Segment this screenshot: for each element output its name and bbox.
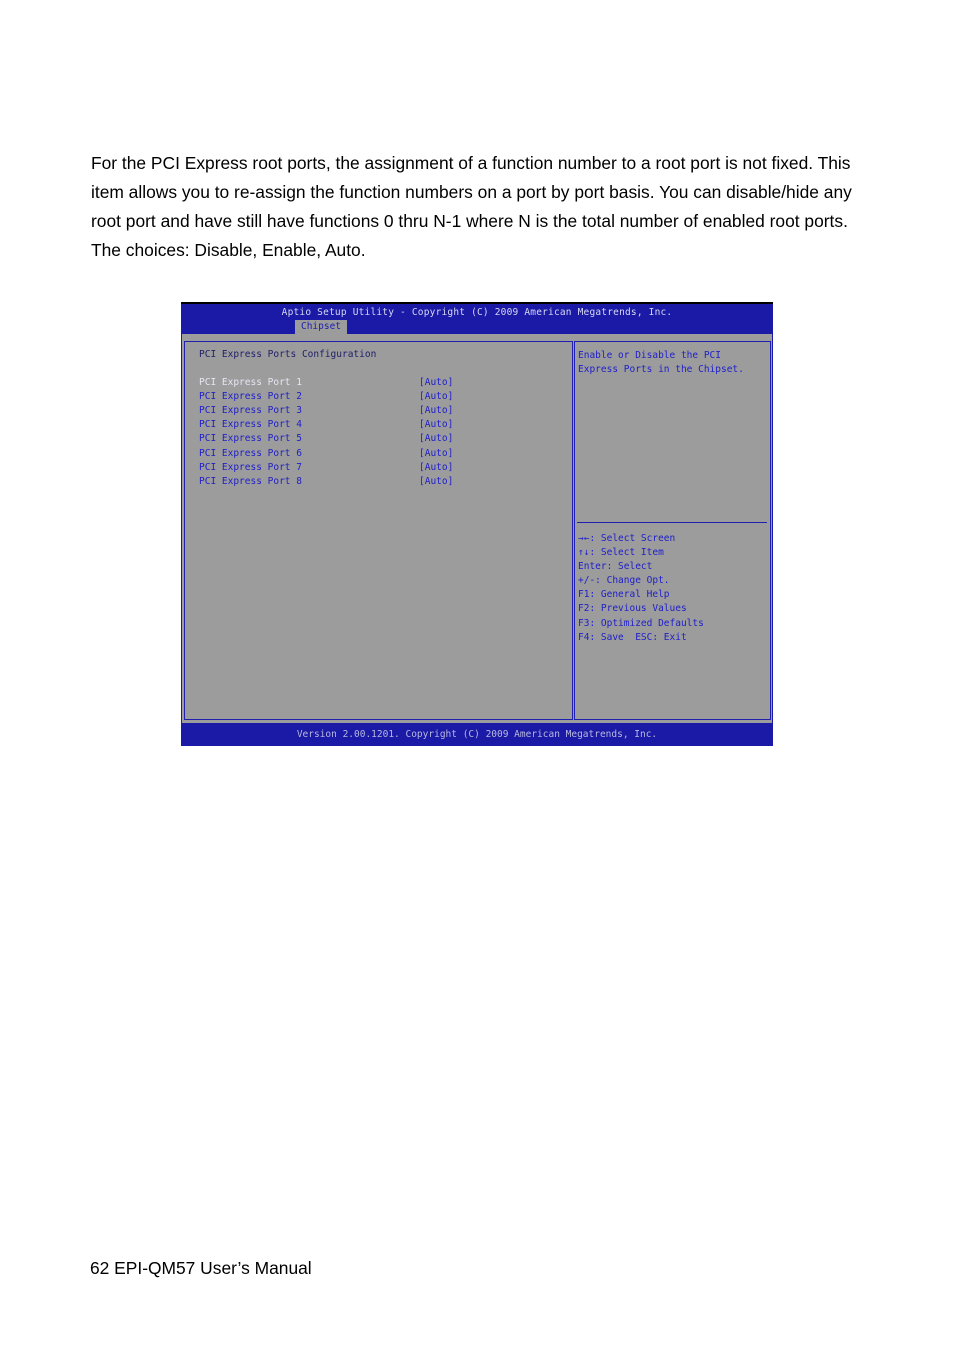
key-optimized-defaults: F3: Optimized Defaults <box>578 617 704 629</box>
key-select-item: ↑↓: Select Item <box>578 547 664 559</box>
help-frame <box>574 341 771 720</box>
port-value[interactable]: [Auto] <box>419 405 454 417</box>
port-value[interactable]: [Auto] <box>419 419 454 431</box>
page-footer: 62 EPI-QM57 User’s Manual <box>90 1258 312 1278</box>
port-value[interactable]: [Auto] <box>419 447 454 459</box>
port-label: PCI Express Port 6 <box>199 447 302 459</box>
pci-express-port-7-row[interactable] <box>199 462 459 476</box>
pci-express-port-4-row[interactable] <box>199 419 459 433</box>
top-border <box>181 302 773 304</box>
help-divider <box>577 522 767 523</box>
port-value[interactable]: [Auto] <box>419 461 454 473</box>
intro-paragraph: For the PCI Express root ports, the assignment of a function number to a root port is not fixed. This item allows you to re-assign the function numbers on a port by port basis. You can disable/hide any root port and have still have functions 0 thru N-1 where N is the total number of enabled root ports. <box>91 153 852 231</box>
port-label: PCI Express Port 3 <box>199 405 302 417</box>
bios-screenshot <box>181 302 773 746</box>
pci-express-port-8-row[interactable] <box>199 476 459 490</box>
section-title: PCI Express Ports Configuration <box>199 349 377 360</box>
key-previous-values: F2: Previous Values <box>578 603 687 615</box>
help-text <box>578 349 744 377</box>
port-label: PCI Express Port 4 <box>199 419 302 431</box>
choices-line: The choices: Disable, Enable, Auto. <box>91 240 366 260</box>
pci-express-port-1-row[interactable] <box>199 377 459 391</box>
port-value[interactable]: [Auto] <box>419 377 454 388</box>
port-label: PCI Express Port 7 <box>199 461 302 473</box>
port-label: PCI Express Port 1 <box>199 377 302 388</box>
version-text: Version 2.00.1201. Copyright (C) 2009 American Megatrends, Inc. <box>296 729 658 740</box>
tab-chipset[interactable]: Chipset <box>295 320 347 334</box>
port-label: PCI Express Port 2 <box>199 391 302 403</box>
port-value[interactable]: [Auto] <box>419 433 454 445</box>
key-general-help: F1: General Help <box>578 589 670 601</box>
pci-express-port-6-row[interactable] <box>199 448 459 462</box>
bios-title: Aptio Setup Utility - Copyright (C) 2009 American Megatrends, Inc. <box>281 307 673 318</box>
help-line: Express Ports in the Chipset. <box>578 364 744 375</box>
pci-express-port-2-row[interactable] <box>199 391 459 405</box>
pci-express-port-3-row[interactable] <box>199 405 459 419</box>
pci-express-port-5-row[interactable] <box>199 433 459 447</box>
port-label: PCI Express Port 5 <box>199 433 302 445</box>
key-select-screen: →←: Select Screen <box>578 533 676 544</box>
key-legend <box>578 532 704 645</box>
help-line: Enable or Disable the PCI <box>578 350 721 361</box>
intro-text <box>91 149 881 265</box>
port-label: PCI Express Port 8 <box>199 475 302 487</box>
key-save-exit: F4: Save ESC: Exit <box>578 631 687 643</box>
key-enter: Enter: Select <box>578 561 653 573</box>
key-change-opt: +/-: Change Opt. <box>578 575 670 587</box>
port-value[interactable]: [Auto] <box>419 391 454 403</box>
port-value[interactable]: [Auto] <box>419 475 454 487</box>
